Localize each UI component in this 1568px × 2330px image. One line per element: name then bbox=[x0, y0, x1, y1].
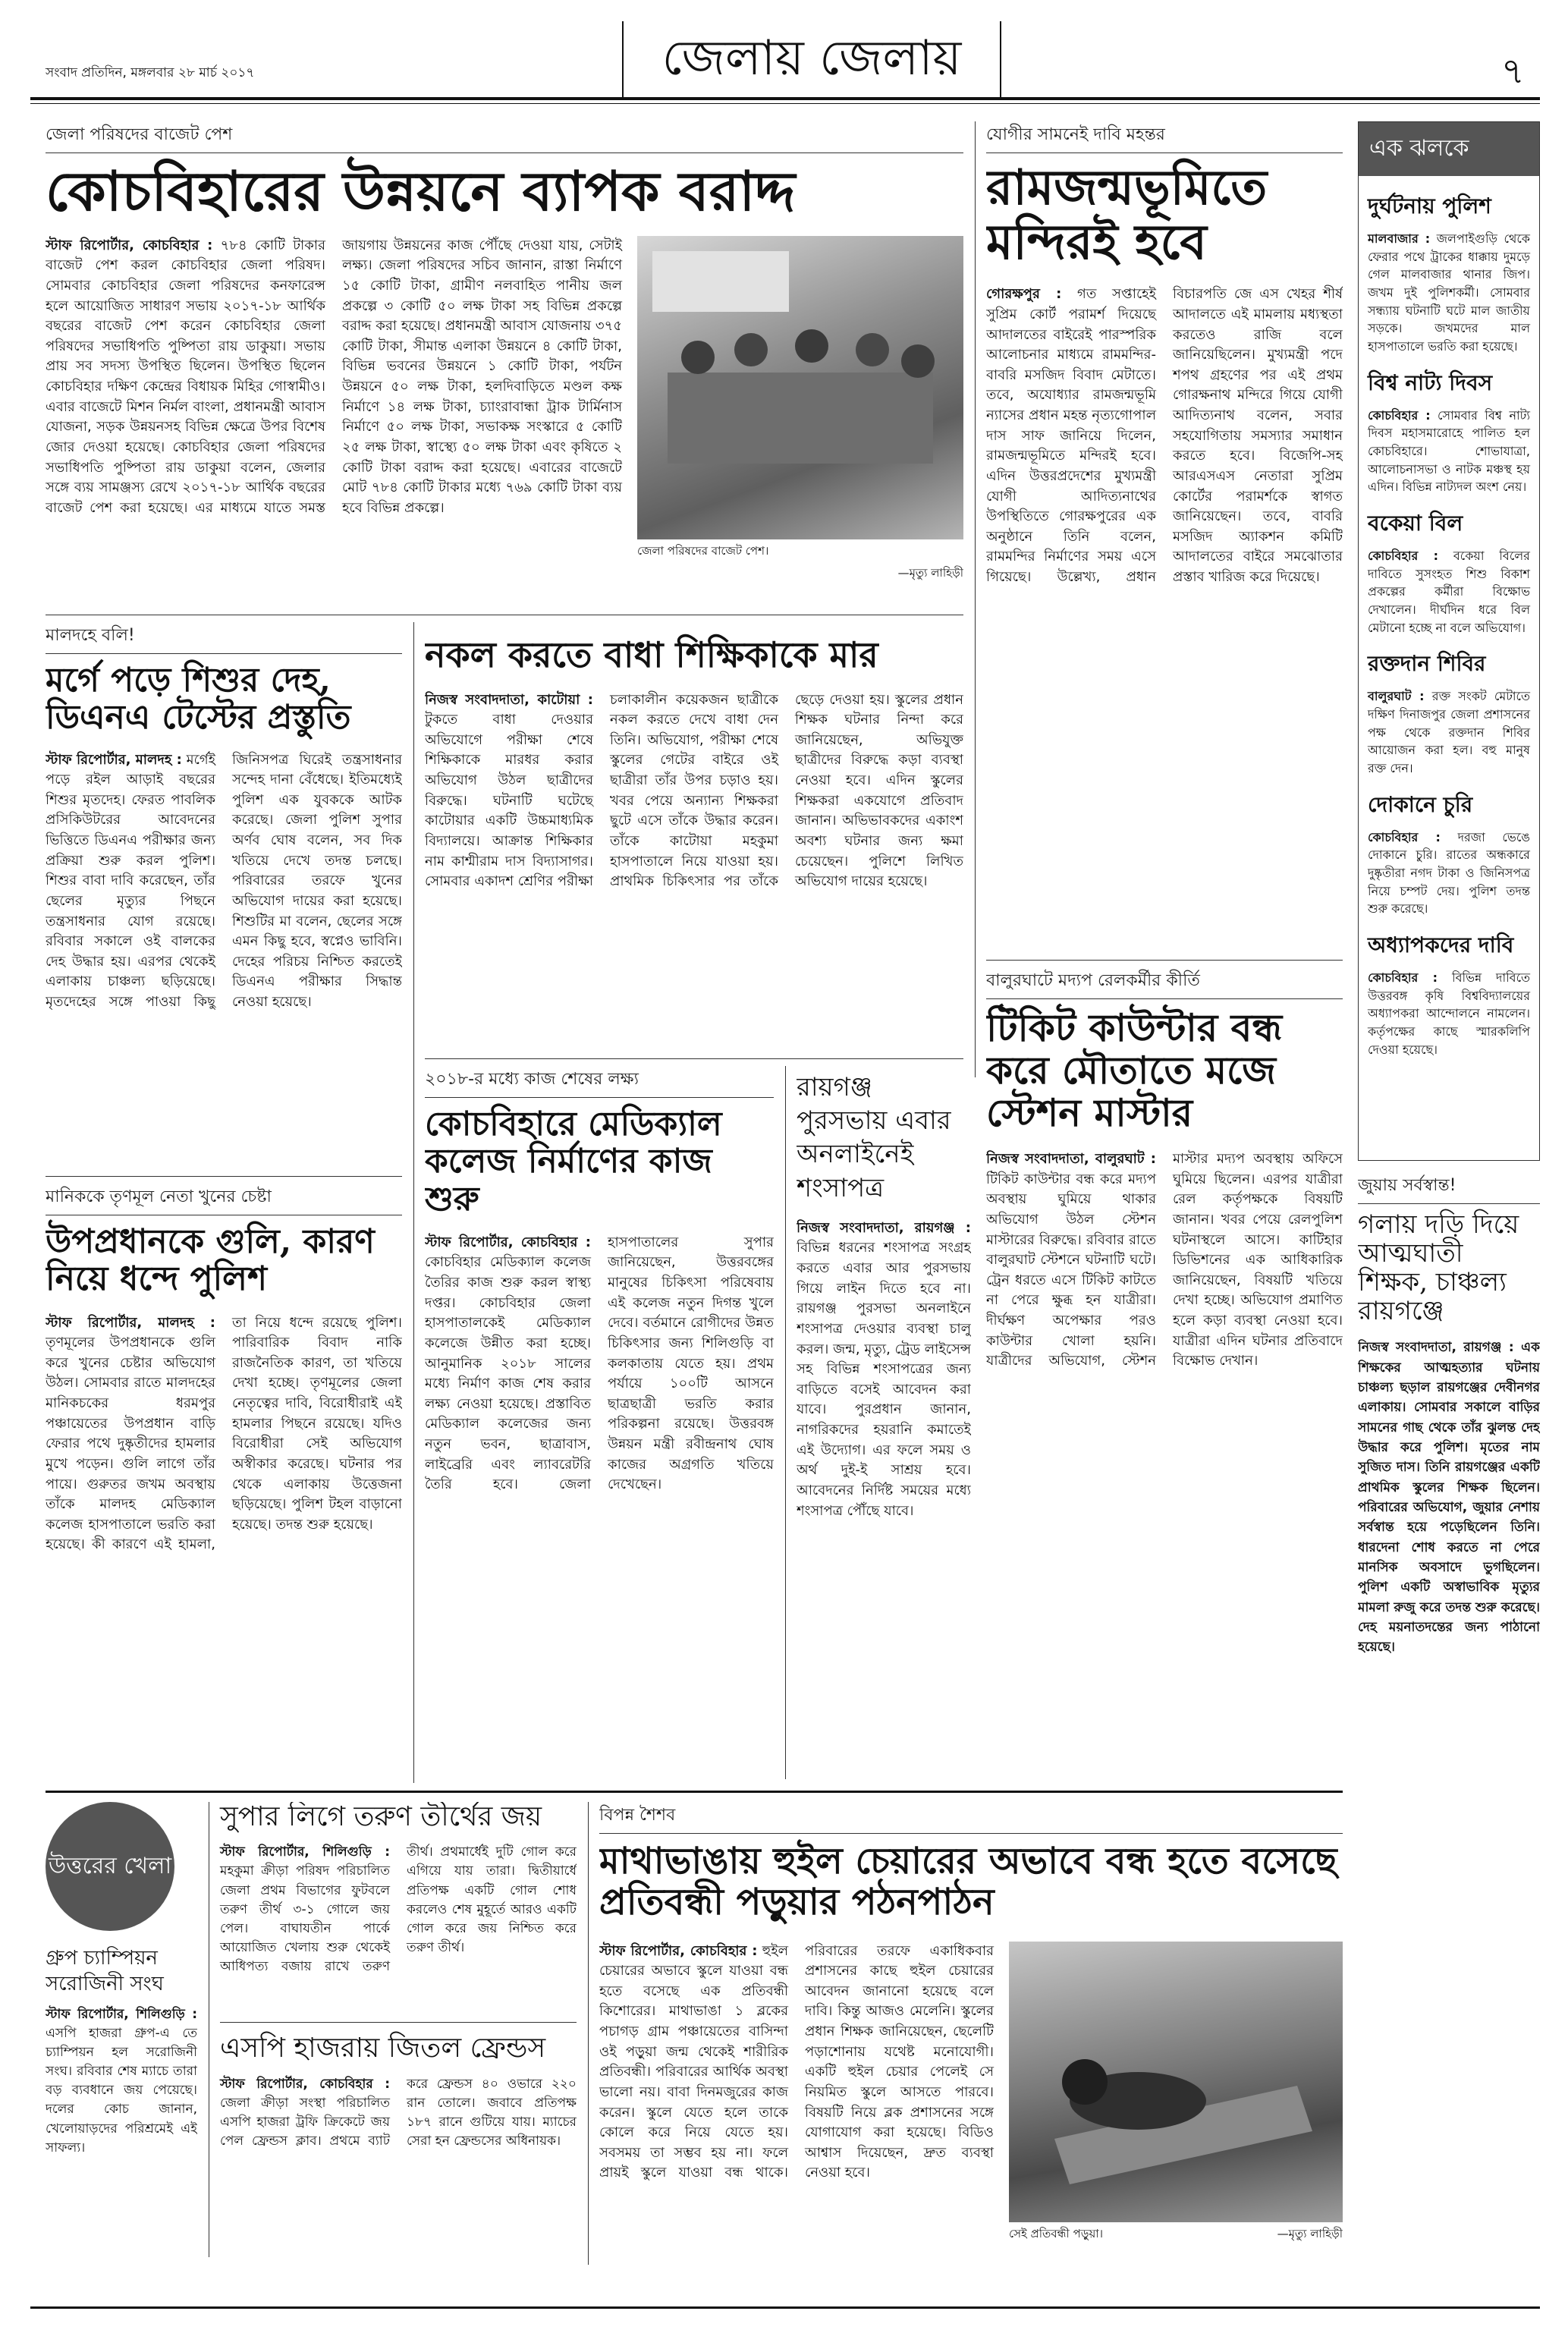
wheelchair-text: হুইল চেয়ারের অভাবে স্কুলে যাওয়া বন্ধ হতে বসেছে এক প্রতিবন্ধী কিশোরের। মাথাভাঙা ১ ব্লকের পচাগড় গ্রাম পঞ্চায়েতের বাসিন্দা ওই পড়ুয়া জন্ম থেকেই শারীরিক প্রতিবন্ধী। পরিবারের আর্থিক অবস্থা ভালো নয়। বাবা দিনমজুরের কাজ করেন। স্কুলে যেতে হলে তাকে কোলে করে নিয়ে যেতে হয়। সবসময় তা সম্ভব হয় না। ফলে প্রায়ই স্কুলে যাওয়া বন্ধ থাকে। পরিবারের তরফে একাধিকবার প্রশাসনের কাছে হুইল চেয়ারের আবেদন জানানো হয়েছে বলে দাবি। কিন্তু আজও মেলেনি। স্কুলের প্রধান শিক্ষক জানিয়েছেন, ছেলেটি পড়াশোনায় যথেষ্ট মনোযোগী। একটি হুইল চেয়ার পেলেই সে নিয়মিত স্কুলে আসতে পারবে। বিষয়টি নিয়ে ব্লক প্রশাসনের সঙ্গে যোগাযোগ করা হয়েছে। বিডিও আশ্বাস দিয়েছেন, দ্রুত ব্যবস্থা নেওয়া হবে। bbox=[599, 1942, 994, 2181]
champion-headline bbox=[46, 1946, 197, 1998]
wheelchair-byline: স্টাফ রিপোর্টার, কোচবিহার : bbox=[599, 1942, 758, 1959]
suicide-body bbox=[1358, 1338, 1540, 1658]
sidebar-item-byline: কোচবিহার : bbox=[1368, 829, 1441, 844]
sports-body bbox=[220, 1843, 577, 2017]
lead-story bbox=[46, 121, 963, 607]
sports-second-body bbox=[220, 2075, 577, 2250]
child-photo bbox=[1009, 1942, 1343, 2222]
sidebar-item-body: জলপাইগুড়ি থেকে ফেরার পথে ট্রাকের ধাক্কায় দুমড়ে গেল মালবাজার থানার জিপ। জখম দুই পুলিশকর্মী। সোমবার সন্ধ্যায় ঘটনাটি ঘটে মাল জাতীয় সড়কে। জখমদের মাল হাসপাতালে ভরতি করা হয়েছে। bbox=[1368, 231, 1531, 354]
sports-right-column bbox=[220, 1802, 577, 2250]
raiganj-civic-byline: নিজস্ব সংবাদদাতা, রায়গঞ্জ : bbox=[797, 1219, 971, 1236]
exam-body bbox=[425, 690, 963, 1039]
exam-byline: নিজস্ব সংবাদদাতা, কাটোয়া : bbox=[425, 691, 593, 708]
temple-body bbox=[986, 285, 1343, 937]
temple-headline: রামজন্মভূমিতে মন্দিরই হবে bbox=[986, 159, 1268, 271]
raiganj-civic-headline-line: পুরসভায় এবার bbox=[797, 1105, 951, 1137]
wheelchair-caption: সেই প্রতিবন্ধী পড়ুয়া। bbox=[1009, 2226, 1104, 2240]
sidebar-item-byline: কোচবিহার : bbox=[1368, 407, 1431, 423]
sidebar-item-byline: কোচবিহার : bbox=[1368, 549, 1439, 564]
raiganj-civic-headline-line: শংসাপত্র bbox=[797, 1172, 885, 1203]
sidebar-item-body: বকেয়া বিলের দাবিতে সুসংহত শিশু বিকাশ প্রকল্পের কর্মীরা বিক্ষোভ দেখালেন। দীর্ঘদিন ধরে বিল মেটানো হচ্ছে না বলে অভিযোগ। bbox=[1368, 549, 1530, 635]
morgue-body bbox=[46, 750, 402, 1160]
sidebar-item-head: দুর্ঘটনায় পুলিশ bbox=[1368, 193, 1491, 219]
sports-second-byline: স্টাফ রিপোর্টার, কোচবিহার : bbox=[220, 2076, 390, 2092]
sidebar-item-head: দোকানে চুরি bbox=[1368, 791, 1473, 817]
sidebar-item-body: সোমবার বিশ্ব নাট্য দিবস মহাসমারোহে পালিত হল কোচবিহারে। শোভাযাত্রা, আলোচনাসভা ও নাটক মঞ্চস্থ হয় এদিন। বিভিন্ন নাট্যদল অংশ নেয়। bbox=[1368, 407, 1530, 495]
footer-rule bbox=[30, 2306, 1540, 2309]
medical-body bbox=[425, 1233, 774, 1779]
champion-headline-line: গ্রুপ চ্যাম্পিয়ন bbox=[46, 1947, 158, 1970]
sidebar-item-head: বিশ্ব নাট্য দিবস bbox=[1368, 369, 1493, 395]
meeting-photo bbox=[637, 236, 963, 539]
divider bbox=[785, 1066, 786, 1779]
page-number: ৭ bbox=[1500, 50, 1525, 93]
sidebar-item bbox=[1368, 647, 1530, 777]
deputy-story bbox=[46, 1184, 402, 1779]
wheelchair-story bbox=[599, 1802, 1343, 2272]
sports-text: মহকুমা ক্রীড়া পরিষদ পরিচালিত জেলা প্রথম বিভাগের ফুটবলে তরুণ তীর্থ ৩-১ গোলে জয় পেল। বাঘাযতীন পার্কে আয়োজিত খেলায় শুরু থেকেই আধিপত্য বজায় রাখে তরুণ তীর্থ। প্রথমার্ধেই দুটি গোল করে এগিয়ে যায় তারা। দ্বিতীয়ার্ধে প্রতিপক্ষ একটি গোল শোধ করলেও শেষ মুহূর্তে আরও একটি গোল করে জয় নিশ্চিত করে তরুণ তীর্থ। bbox=[220, 1844, 577, 1975]
sidebar-item bbox=[1368, 788, 1530, 918]
deputy-kicker: মানিককে তৃণমূল নেতা খুনের চেষ্টা bbox=[46, 1184, 402, 1215]
dateline: সংবাদ প্রতিদিন, মঙ্গলবার ২৮ মার্চ ২০১৭ bbox=[46, 65, 255, 80]
morgue-kicker: মালদহে বলি! bbox=[46, 622, 402, 654]
temple-story bbox=[986, 121, 1343, 948]
ticket-kicker: বালুরঘাটে মদ্যপ রেলকর্মীর কীর্তি bbox=[986, 967, 1343, 999]
deputy-text: তৃণমূলের উপপ্রধানকে গুলি করে খুনের চেষ্টার অভিযোগ উঠল। সোমবার রাতে মালদহের মানিকচকের ধরমপুর পঞ্চায়েতের উপপ্রধান বাড়ি ফেরার পথে দুষ্কৃতীদের হামলার মুখে পড়েন। গুলি লাগে তাঁর পায়ে। গুরুতর জখম অবস্থায় তাঁকে মালদহ মেডিক্যাল কলেজ হাসপাতালে ভরতি করা হয়েছে। কী কারণে এই হামলা, তা নিয়ে ধন্দে রয়েছে পুলিশ। পারিবারিক বিবাদ নাকি রাজনৈতিক কারণ, তা খতিয়ে দেখা হচ্ছে। তৃণমূলের জেলা নেতৃত্বের দাবি, বিরোধীরাই এই হামলার পিছনে রয়েছে। যদিও বিরোধীরা সেই অভিযোগ অস্বীকার করেছে। ঘটনার পর থেকে এলাকায় উত্তেজনা ছড়িয়েছে। পুলিশ টহল বাড়ানো হয়েছে। তদন্ত শুরু হয়েছে। bbox=[46, 1314, 402, 1553]
sidebar-item-body: বিভিন্ন দাবিতে উত্তরবঙ্গ কৃষি বিশ্ববিদ্যালয়ের অধ্যাপকরা আন্দোলনে নামলেন। কর্তৃপক্ষের কাছে স্মারকলিপি দেওয়া হয়েছে। bbox=[1368, 970, 1531, 1057]
exam-headline: নকল করতে বাধা শিক্ষিকাকে মার bbox=[425, 634, 878, 675]
champion-body bbox=[46, 2005, 197, 2210]
masthead bbox=[30, 21, 1540, 97]
wheelchair-credit: —মৃত্যু লাহিড়ী bbox=[1277, 2226, 1343, 2240]
raiganj-civic-text: বিভিন্ন ধরনের শংসাপত্র সংগ্রহ করতে এবার আর পুরসভায় গিয়ে লাইন দিতে হবে না। রায়গঞ্জ পুরসভা অনলাইনে শংসাপত্র দেওয়ার ব্যবস্থা চালু করল। জন্ম, মৃত্যু, ট্রেড লাইসেন্স সহ বিভিন্ন শংসাপত্রের জন্য বাড়িতে বসেই আবেদন করা যাবে। পুরপ্রধান জানান, নাগরিকদের হয়রানি কমাতেই এই উদ্যোগ। এর ফলে সময় ও অর্থ দুই-ই সাশ্রয় হবে। আবেদনের নির্দিষ্ট সময়ের মধ্যে শংসাপত্র পৌঁছে যাবে। bbox=[797, 1240, 971, 1519]
suicide-text: এক শিক্ষকের আত্মহত্যার ঘটনায় চাঞ্চল্য ছড়াল রায়গঞ্জের দেবীনগর এলাকায়। সোমবার সকালে বাড়ির সামনের গাছ থেকে তাঁর ঝুলন্ত দেহ উদ্ধার করে পুলিশ। মৃতের নাম সুজিত দাস। তিনি রায়গঞ্জের একটি প্রাথমিক স্কুলের শিক্ষক ছিলেন। পরিবারের অভিযোগ, জুয়ার নেশায় সর্বস্বান্ত হয়ে পড়েছিলেন তিনি। ধারদেনা শোধ করতে না পেরে মানসিক অবসাদে ভুগছিলেন। পুলিশ একটি অস্বাভাবিক মৃত্যুর মামলা রুজু করে তদন্ত শুরু করেছে। দেহ ময়নাতদন্তের জন্য পাঠানো হয়েছে। bbox=[1358, 1340, 1540, 1656]
sidebar-item-head: বকেয়া বিল bbox=[1368, 511, 1463, 536]
medical-story bbox=[425, 1066, 774, 1779]
wheelchair-headline: মাথাভাঙায় হুইল চেয়ারের অভাবে বন্ধ হতে বসেছে প্রতিবন্ধী পড়ুয়ার পঠনপাঠন bbox=[599, 1840, 1337, 1923]
sidebar-item bbox=[1368, 929, 1530, 1058]
divider bbox=[425, 1058, 963, 1059]
medical-text: কোচবিহার মেডিক্যাল কলেজ তৈরির কাজ শুরু করল স্বাস্থ্য দপ্তর। কোচবিহার জেলা হাসপাতালকেই মেডিক্যাল কলেজে উন্নীত করা হচ্ছে। আনুমানিক ২০১৮ সালের মধ্যে নির্মাণ কাজ শেষ করার লক্ষ্য নেওয়া হয়েছে। প্রস্তাবিত মেডিক্যাল কলেজের জন্য নতুন ভবন, ছাত্রাবাস, লাইব্রেরি এবং ল্যাবরেটরি তৈরি হবে। জেলা হাসপাতালের সুপার জানিয়েছেন, উত্তরবঙ্গের মানুষের চিকিৎসা পরিষেবায় এই কলেজ নতুন দিগন্ত খুলে দেবে। বর্তমানে রোগীদের উন্নত চিকিৎসার জন্য শিলিগুড়ি বা কলকাতায় যেতে হয়। প্রথম পর্যায়ে ১০০টি আসনে ছাত্রছাত্রী ভরতি করার পরিকল্পনা রয়েছে। উত্তরবঙ্গ উন্নয়ন মন্ত্রী রবীন্দ্রনাথ ঘোষ কাজের অগ্রগতি খতিয়ে দেখেছেন। bbox=[425, 1234, 774, 1493]
lead-credit: —মৃত্যু লাহিড়ী bbox=[897, 565, 963, 580]
sidebar-item bbox=[1368, 190, 1530, 356]
divider bbox=[46, 1791, 1343, 1793]
raiganj-civic-body bbox=[797, 1218, 971, 1765]
deputy-headline: উপপ্রধানকে গুলি, কারণ নিয়ে ধন্দে পুলিশ bbox=[46, 1222, 375, 1299]
ticket-story bbox=[986, 967, 1343, 1779]
divider bbox=[46, 1176, 402, 1177]
lead-byline: স্টাফ রিপোর্টার, কোচবিহার : bbox=[46, 237, 213, 253]
ticket-headline: টিকিট কাউন্টার বন্ধ করে মৌতাতে মজে স্টেশন মাস্টার bbox=[986, 1005, 1283, 1135]
sports-second-text: জেলা ক্রীড়া সংস্থা পরিচালিত এসপি হাজরা ট্রফি ক্রিকেটে জয় পেল ফ্রেন্ডস ক্লাব। প্রথমে ব্যাট করে ফ্রেন্ডস ৪০ ওভারে ২২০ রান তোলে। জবাবে প্রতিপক্ষ ১৮৭ রানে গুটিয়ে যায়। ম্যাচের সেরা হন ফ্রেন্ডসের অধিনায়ক। bbox=[220, 2076, 577, 2149]
wheelchair-body bbox=[599, 1942, 994, 2260]
divider bbox=[220, 2022, 577, 2023]
ticket-byline: নিজস্ব সংবাদদাতা, বালুরঘাট : bbox=[986, 1151, 1156, 1167]
morgue-byline: স্টাফ রিপোর্টার, মালদহ : bbox=[46, 751, 182, 768]
sidebar-item-body: রক্ত সংকট মেটাতে দক্ষিণ দিনাজপুর জেলা প্রশাসনের পক্ষ থেকে রক্তদান শিবির আয়োজন করা হল। বহু মানুষ রক্ত দেন। bbox=[1368, 689, 1530, 776]
section-title: জেলায় জেলায় bbox=[661, 30, 962, 86]
raiganj-civic-kicker: রায়গঞ্জ bbox=[797, 1072, 872, 1102]
suicide-story bbox=[1358, 1172, 1540, 2269]
lead-caption: জেলা পরিষদের বাজেট পেশ। bbox=[637, 543, 769, 558]
sidebar-item-byline: বালুরঘাট : bbox=[1368, 689, 1425, 704]
champion-byline: স্টাফ রিপোর্টার, শিলিগুড়ি : bbox=[46, 2006, 197, 2022]
raiganj-civic-story bbox=[797, 1066, 971, 1779]
deputy-body bbox=[46, 1313, 402, 1769]
sidebar-item-head: রক্তদান শিবির bbox=[1368, 651, 1486, 677]
sidebar-item bbox=[1368, 507, 1530, 637]
wheelchair-kicker: বিপন্ন শৈশব bbox=[599, 1802, 1343, 1834]
exam-text: টুকতে বাধা দেওয়ার অভিযোগে পরীক্ষা শেষে শিক্ষিকাকে মারধর করার অভিযোগ উঠল ছাত্রীদের বিরুদ্ধে। ঘটনাটি ঘটেছে কাটোয়ার একটি উচ্চমাধ্যমিক বিদ্যালয়ে। আক্রান্ত শিক্ষিকার নাম কাশ্মীরাম দাস বিদ্যাসাগর। সোমবার একাদশ শ্রেণির পরীক্ষা চলাকালীন কয়েকজন ছাত্রীকে নকল করতে দেখে বাধা দেন তিনি। অভিযোগ, পরীক্ষা শেষে স্কুলের গেটের বাইরে ওই ছাত্রীরা তাঁর উপর চড়াও হয়। খবর পেয়ে অন্যান্য শিক্ষকরা ছুটে এসে তাঁকে উদ্ধার করেন। তাঁকে কাটোয়া মহকুমা হাসপাতালে নিয়ে যাওয়া হয়। প্রাথমিক চিকিৎসার পর তাঁকে ছেড়ে দেওয়া হয়। স্কুলের প্রধান শিক্ষক ঘটনার নিন্দা করে জানিয়েছেন, অভিযুক্ত ছাত্রীদের বিরুদ্ধে কড়া ব্যবস্থা নেওয়া হবে। এদিন স্কুলের শিক্ষকরা একযোগে প্রতিবাদ জানান। অভিভাবকদের একাংশ অবশ্য ঘটনার জন্য ক্ষমা চেয়েছেন। পুলিশে লিখিত অভিযোগ দায়ের হয়েছে। bbox=[425, 691, 963, 890]
masthead-rule-thin bbox=[30, 103, 1540, 104]
sidebar-brief bbox=[1358, 121, 1540, 1161]
sidebar-tag: এক ঝলকে bbox=[1359, 122, 1539, 176]
sidebar-item-byline: কোচবিহার : bbox=[1368, 970, 1438, 986]
wheelchair-photo-block bbox=[1009, 1942, 1343, 2260]
champion-headline-line: সরোজিনী সংঘ bbox=[46, 1972, 164, 1995]
temple-byline: গোরক্ষপুর : bbox=[986, 286, 1062, 303]
divider bbox=[986, 960, 1343, 961]
medical-headline: কোচবিহারে মেডিক্যাল কলেজ নির্মাণের কাজ শুরু bbox=[425, 1105, 722, 1218]
morgue-text: মর্গেই পড়ে রইল আড়াই বছরের শিশুর মৃতদেহ। ফেরত পাবলিক প্রসিকিউটরের আবেদনের ভিত্তিতে ডিএনএ পরীক্ষার জন্য প্রক্রিয়া শুরু করল পুলিশ। শিশুর বাবা দাবি করেছেন, তাঁর ছেলের মৃত্যুর পিছনে তন্ত্রসাধনার যোগ রয়েছে। রবিবার সকালে ওই বালকের দেহ উদ্ধার হয়। এরপর থেকেই এলাকায় চাঞ্চল্য ছড়িয়েছে। মৃতদেহের সঙ্গে পাওয়া কিছু জিনিসপত্র ঘিরেই তন্ত্রসাধনার সন্দেহ দানা বেঁধেছে। ইতিমধ্যেই পুলিশ এক যুবককে আটক করেছে। জেলা পুলিশ সুপার অর্ণব ঘোষ বলেন, সব দিক খতিয়ে দেখে তদন্ত চলছে। পরিবারের তরফে খুনের অভিযোগ দায়ের করা হয়েছে। শিশুটির মা বলেন, ছেলের সঙ্গে এমন কিছু হবে, স্বপ্নেও ভাবিনি। দেহের পরিচয় নিশ্চিত করতেই ডিএনএ পরীক্ষার সিদ্ধান্ত নেওয়া হয়েছে। bbox=[46, 751, 402, 1011]
morgue-headline: মর্গে পড়ে শিশুর দেহ, ডিএনএ টেস্টের প্রস্তুতি bbox=[46, 661, 351, 737]
divider bbox=[975, 121, 976, 1077]
suicide-headline: গলায় দড়ি দিয়ে আত্মঘাতী শিক্ষক, চাঞ্চল্য রায়গঞ্জে bbox=[1358, 1209, 1519, 1327]
sports-headline: সুপার লিগে তরুণ তীর্থের জয় bbox=[220, 1802, 542, 1832]
champion-text: এসপি হাজরা গ্রুপ-এ তে চ্যাম্পিয়ন হল সরোজিনী সংঘ। রবিবার শেষ ম্যাচে তারা বড় ব্যবধানে জয় পেয়েছে। দলের কোচ জানান, খেলোয়াড়দের পরিশ্রমেই এই সাফল্য। bbox=[46, 2025, 197, 2155]
divider bbox=[413, 622, 414, 1783]
lead-body bbox=[46, 236, 622, 600]
ticket-text: টিকিট কাউন্টার বন্ধ করে মদ্যপ অবস্থায় ঘুমিয়ে থাকার অভিযোগ উঠল স্টেশন মাস্টারের বিরুদ্ধে। রবিবার রাতে বালুরঘাট স্টেশনে ঘটনাটি ঘটে। ট্রেন ধরতে এসে টিকিট কাটতে না পেরে ক্ষুব্ধ হন যাত্রীরা। দীর্ঘক্ষণ অপেক্ষার পরও কাউন্টার খোলা হয়নি। যাত্রীদের অভিযোগ, স্টেশন মাস্টার মদ্যপ অবস্থায় অফিসে ঘুমিয়ে ছিলেন। এরপর যাত্রীরা রেল কর্তৃপক্ষকে বিষয়টি জানান। খবর পেয়ে রেলপুলিশ ঘটনাস্থলে আসে। কাটিহার ডিভিশনের এক আধিকারিক জানিয়েছেন, বিষয়টি খতিয়ে দেখা হচ্ছে। অভিযোগ প্রমাণিত হলে কড়া ব্যবস্থা নেওয়া হবে। যাত্রীরা এদিন ঘটনার প্রতিবাদে বিক্ষোভ দেখান। bbox=[986, 1151, 1343, 1369]
exam-story bbox=[425, 622, 963, 1047]
suicide-kicker: জুয়ায় সর্বস্বান্ত! bbox=[1358, 1172, 1540, 1204]
deputy-byline: স্টাফ রিপোর্টার, মালদহ : bbox=[46, 1314, 215, 1331]
sidebar-item-body: দরজা ভেঙে দোকানে চুরি। রাতের অন্ধকারে দুষ্কৃতীরা নগদ টাকা ও জিনিসপত্র নিয়ে চম্পট দেয়। পুলিশ তদন্ত শুরু করেছে। bbox=[1368, 829, 1531, 917]
raiganj-civic-headline-line: অনলাইনেই bbox=[797, 1139, 914, 1170]
sports-byline: স্টাফ রিপোর্টার, শিলিগুড়ি : bbox=[220, 1844, 390, 1860]
temple-kicker: যোগীর সামনেই দাবি মহন্তর bbox=[986, 121, 1343, 153]
sports-left-column bbox=[46, 1802, 197, 2210]
sports-logo: উত্তরের খেলা bbox=[46, 1802, 174, 1931]
medical-kicker: ২০১৮-র মধ্যে কাজ শেষের লক্ষ্য bbox=[425, 1066, 774, 1098]
sidebar-item bbox=[1368, 366, 1530, 496]
suicide-byline: নিজস্ব সংবাদদাতা, রায়গঞ্জ : bbox=[1358, 1340, 1514, 1356]
morgue-story bbox=[46, 622, 402, 1168]
temple-text: গত সপ্তাহেই সুপ্রিম কোর্ট পরামর্শ দিয়েছে আদালতের বাইরেই পারস্পরিক আলোচনার মাধ্যমে রামমন্দির-বাবরি মসজিদ বিবাদ মেটাতে। তবে, অযোধ্যার রামজন্মভূমি ন্যাসের প্রধান মহন্ত নৃত্যগোপাল দাস সাফ জানিয়ে দিলেন, রামজন্মভূমিতে মন্দিরই হবে। এদিন উত্তরপ্রদেশের মুখ্যমন্ত্রী যোগী আদিত্যনাথের উপস্থিতিতে গোরক্ষপুরের এক অনুষ্ঠানে তিনি বলেন, রামমন্দির নির্মাণের সময় এসে গিয়েছে। উল্লেখ্য, প্রধান বিচারপতি জে এস খেহর শীর্ষ আদালতে এই মামলায় মধ্যস্থতা করতেও রাজি বলে জানিয়েছিলেন। মুখ্যমন্ত্রী পদে শপথ গ্রহণের পর এই প্রথম গোরক্ষনাথ মন্দিরে গিয়ে যোগী আদিত্যনাথ বলেন, সবার সহযোগিতায় সমস্যার সমাধান করতে হবে। বিজেপি-সহ আরএসএস নেতারা সুপ্রিম কোর্টের পরামর্শকে স্বাগত জানিয়েছেন। তবে, বাবরি মসজিদ অ্যাকশন কমিটি আদালতের বাইরে সমঝোতার প্রস্তাব খারিজ করে দিয়েছে। bbox=[986, 286, 1343, 586]
lead-headline: কোচবিহারের উন্নয়নে ব্যাপক বরাদ্দ bbox=[46, 159, 796, 223]
sidebar-item-head: অধ্যাপকদের দাবি bbox=[1368, 932, 1514, 958]
sports-section bbox=[46, 1802, 577, 2265]
masthead-rule bbox=[30, 97, 1540, 100]
medical-byline: স্টাফ রিপোর্টার, কোচবিহার : bbox=[425, 1234, 591, 1250]
sports-second-headline: এসপি হাজরায় জিতল ফ্রেন্ডস bbox=[220, 2033, 546, 2064]
ticket-body bbox=[986, 1149, 1343, 1772]
raiganj-civic-headline bbox=[797, 1071, 971, 1205]
lead-text: ৭৮৪ কোটি টাকার বাজেট পেশ করল কোচবিহার জেলা পরিষদ। সোমবার কোচবিহার জেলা পরিষদের কনফারেন্স হলে আয়োজিত সাধারণ সভায় ২০১৭-১৮ আর্থিক বছরের বাজেট পেশ করেন কোচবিহার জেলা পরিষদের সভাধিপতি পুষ্পিতা রায় ডাকুয়া। সভায় প্রায় সব সদস্য উপস্থিত ছিলেন। উপস্থিত ছিলেন কোচবিহার দক্ষিণ কেন্দ্রের বিধায়ক মিহির গোস্বামীও। এবার বাজেটে মিশন নির্মল বাংলা, প্রধানমন্ত্রী আবাস যোজনা, সড়ক উন্নয়নসহ বিভিন্ন ক্ষেত্রে উপর বিশেষ জোর দেওয়া হয়েছে। কোচবিহার জেলা পরিষদের সভাধিপতি পুষ্পিতা রায় ডাকুয়া বলেন, জেলার সঙ্গে ব্যয় সামঞ্জস্য রেখে ২০১৭-১৮ আর্থিক বছরের বাজেট পেশ করা হয়েছে। এর মাধ্যমে যাতে সমস্ত জায়গায় উন্নয়নের কাজ পৌঁছে দেওয়া যায়, সেটাই লক্ষ্য। জেলা পরিষদের সচিব জানান, রাস্তা নির্মাণে ১৫ কোটি টাকা, গ্রামীণ নলবাহিত পানীয় জল প্রকল্পে ৩ কোটি ৫০ লক্ষ টাকা সহ বিভিন্ন প্রকল্পে বরাদ্দ করা হয়েছে। প্রধানমন্ত্রী আবাস যোজনায় ৩৭৫ কোটি টাকা, সীমান্ত এলাকা উন্নয়নে ৪ কোটি টাকা, বিভিন্ন ভবনের উন্নয়নে ১ কোটি টাকা, পর্যটন উন্নয়নে ৫০ লক্ষ টাকা, হলদিবাড়িতে মণ্ডল কক্ষ নির্মাণে ১৪ লক্ষ টাকা, চ্যাংরাবান্ধা ট্রাক টার্মিনাস নির্মাণে ৫০ লক্ষ টাকা, সভাকক্ষ সংস্কারে ৫ কোটি ২৫ লক্ষ টাকা, স্বাস্থ্যে ৫০ লক্ষ টাকা এবং কৃষিতে ২ কোটি টাকা বরাদ্দ করা হয়েছে। এবারের বাজেটে মোট ৭৮৪ কোটি টাকার মধ্যে ৭৬৯ কোটি টাকা ব্যয় হবে বিভিন্ন প্রকল্পে। bbox=[46, 237, 622, 516]
sidebar-items bbox=[1359, 176, 1539, 1062]
lead-photo-block bbox=[637, 236, 963, 600]
divider bbox=[588, 1802, 589, 2265]
sidebar-item-byline: মালবাজার : bbox=[1368, 231, 1431, 246]
lead-kicker: জেলা পরিষদের বাজেট পেশ bbox=[46, 121, 963, 153]
